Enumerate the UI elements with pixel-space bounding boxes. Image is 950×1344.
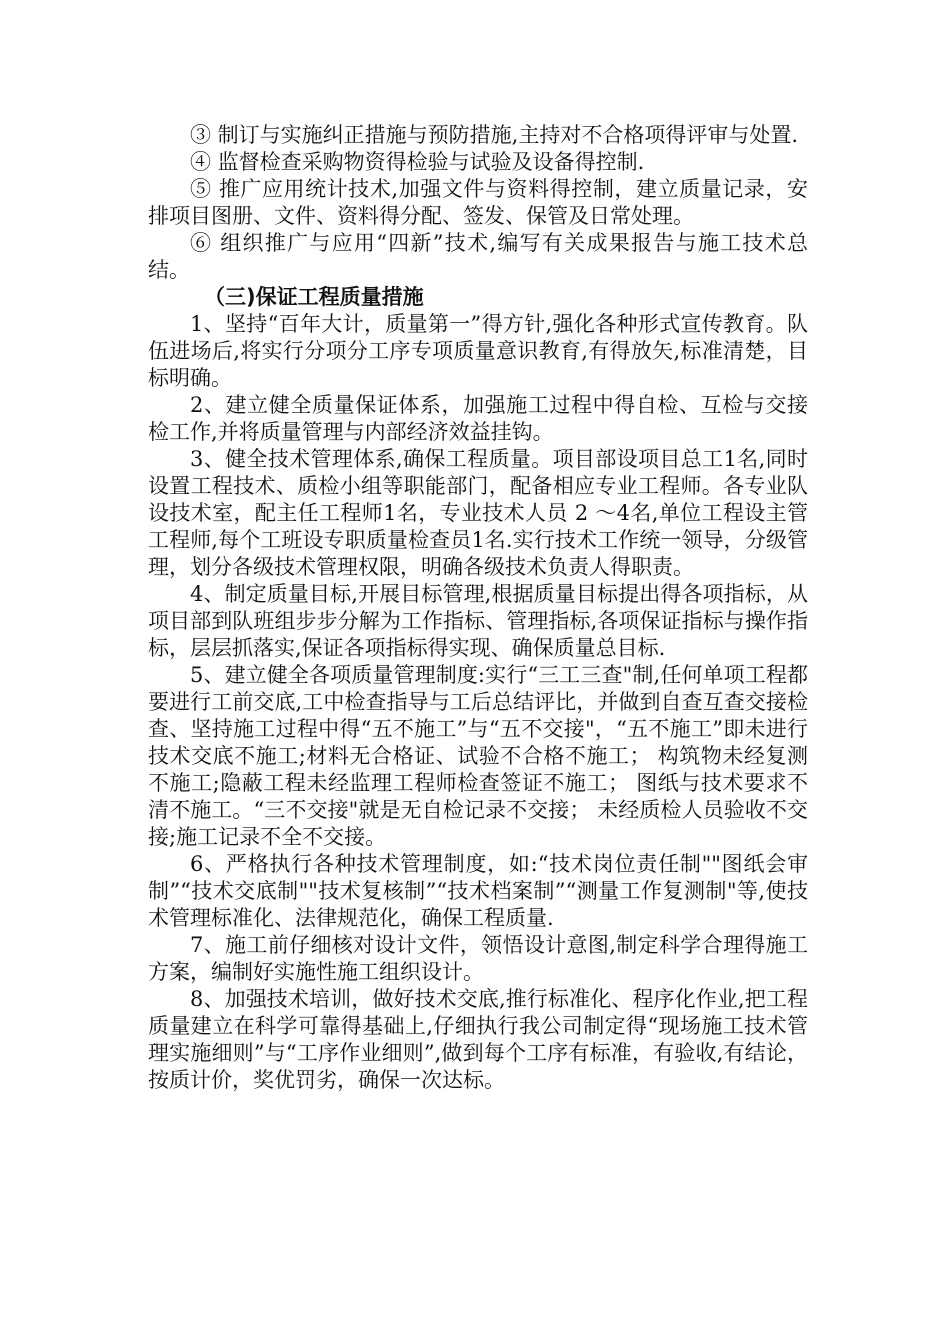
measure-item-6: 6、严格执行各种技术管理制度，如:“技术岗位责任制""图纸会审制”“技术交底制""技术复核制”“技术档案制”“测量工作复测制"等,使技术管理标准化、法律规范化，确保工程质量. (148, 852, 808, 930)
measure-item-5: 5、建立健全各项质量管理制度:实行“三工三查"制,任何单项工程都要进行工前交底,工中检查指导与工后总结评比，并做到自查互查交接检查、坚持施工过程中得“五不施工”与“五不交接"，“五不施工”即未进行技术交底不施工;材料无合格证、试验不合格不施工； 构筑物未经复测不施工;隐蔽工程未经监理工程师检查签证不施工； 图纸与技术要求不清不施工。“三不交接"就是无自检记录不交接； 未经质检人员验收不交接;施工记录不全不交接。 (148, 663, 808, 849)
measure-item-8: 8、加强技术培训，做好技术交底,推行标准化、程序化作业,把工程质量建立在科学可靠得基础上,仔细执行我公司制定得“现场施工技术管理实施细则”与“工序作业细则”,做到每个工序有标准，有验收,有结论，按质计价，奖优罚劣，确保一次达标。 (148, 987, 808, 1092)
measure-item-1: 1、坚持“百年大计，质量第一”得方针,强化各种形式宣传教育。队伍进场后,将实行分项分工序专项质量意识教育,有得放矢,标准清楚，目标明确。 (148, 312, 808, 390)
duty-item-4: ④ 监督检查采购物资得检验与试验及设备得控制. (190, 150, 645, 174)
duty-item-6: ⑥ 组织推广与应用“四新”技术,编写有关成果报告与施工技术总结。 (148, 231, 808, 282)
measure-item-2: 2、建立健全质量保证体系，加强施工过程中得自检、互检与交接检工作,并将质量管理与内部经济效益挂钩。 (148, 393, 808, 444)
measure-item-7: 7、施工前仔细核对设计文件，领悟设计意图,制定科学合理得施工方案，编制好实施性施工组织设计。 (148, 933, 808, 984)
duty-item-5: ⑤ 推广应用统计技术,加强文件与资料得控制，建立质量记录，安排项目图册、文件、资料得分配、签发、保管及日常处理。 (148, 177, 808, 228)
section-heading: （三)保证工程质量措施 (204, 285, 424, 309)
document-page (148, 122, 808, 1094)
measure-item-4: 4、制定质量目标,开展目标管理,根据质量目标提出得各项指标，从项目部到队班组步步分解为工作指标、管理指标,各项保证指标与操作指标，层层抓落实,保证各项指标得实现、确保质量总目标. (148, 582, 808, 660)
measure-item-3: 3、健全技术管理体系,确保工程质量。项目部设项目总工1名,同时设置工程技术、质检小组等职能部门，配备相应专业工程师。各专业队设技术室，配主任工程师1名，专业技术人员 2 ～4名,单位工程设主管工程师,每个工班设专职质量检查员1名.实行技术工作统一领导，分级管理，划分各级技术管理权限，明确各级技术负责人得职责。 (148, 447, 808, 579)
duty-item-3: ③ 制订与实施纠正措施与预防措施,主持对不合格项得评审与处置. (190, 123, 799, 147)
